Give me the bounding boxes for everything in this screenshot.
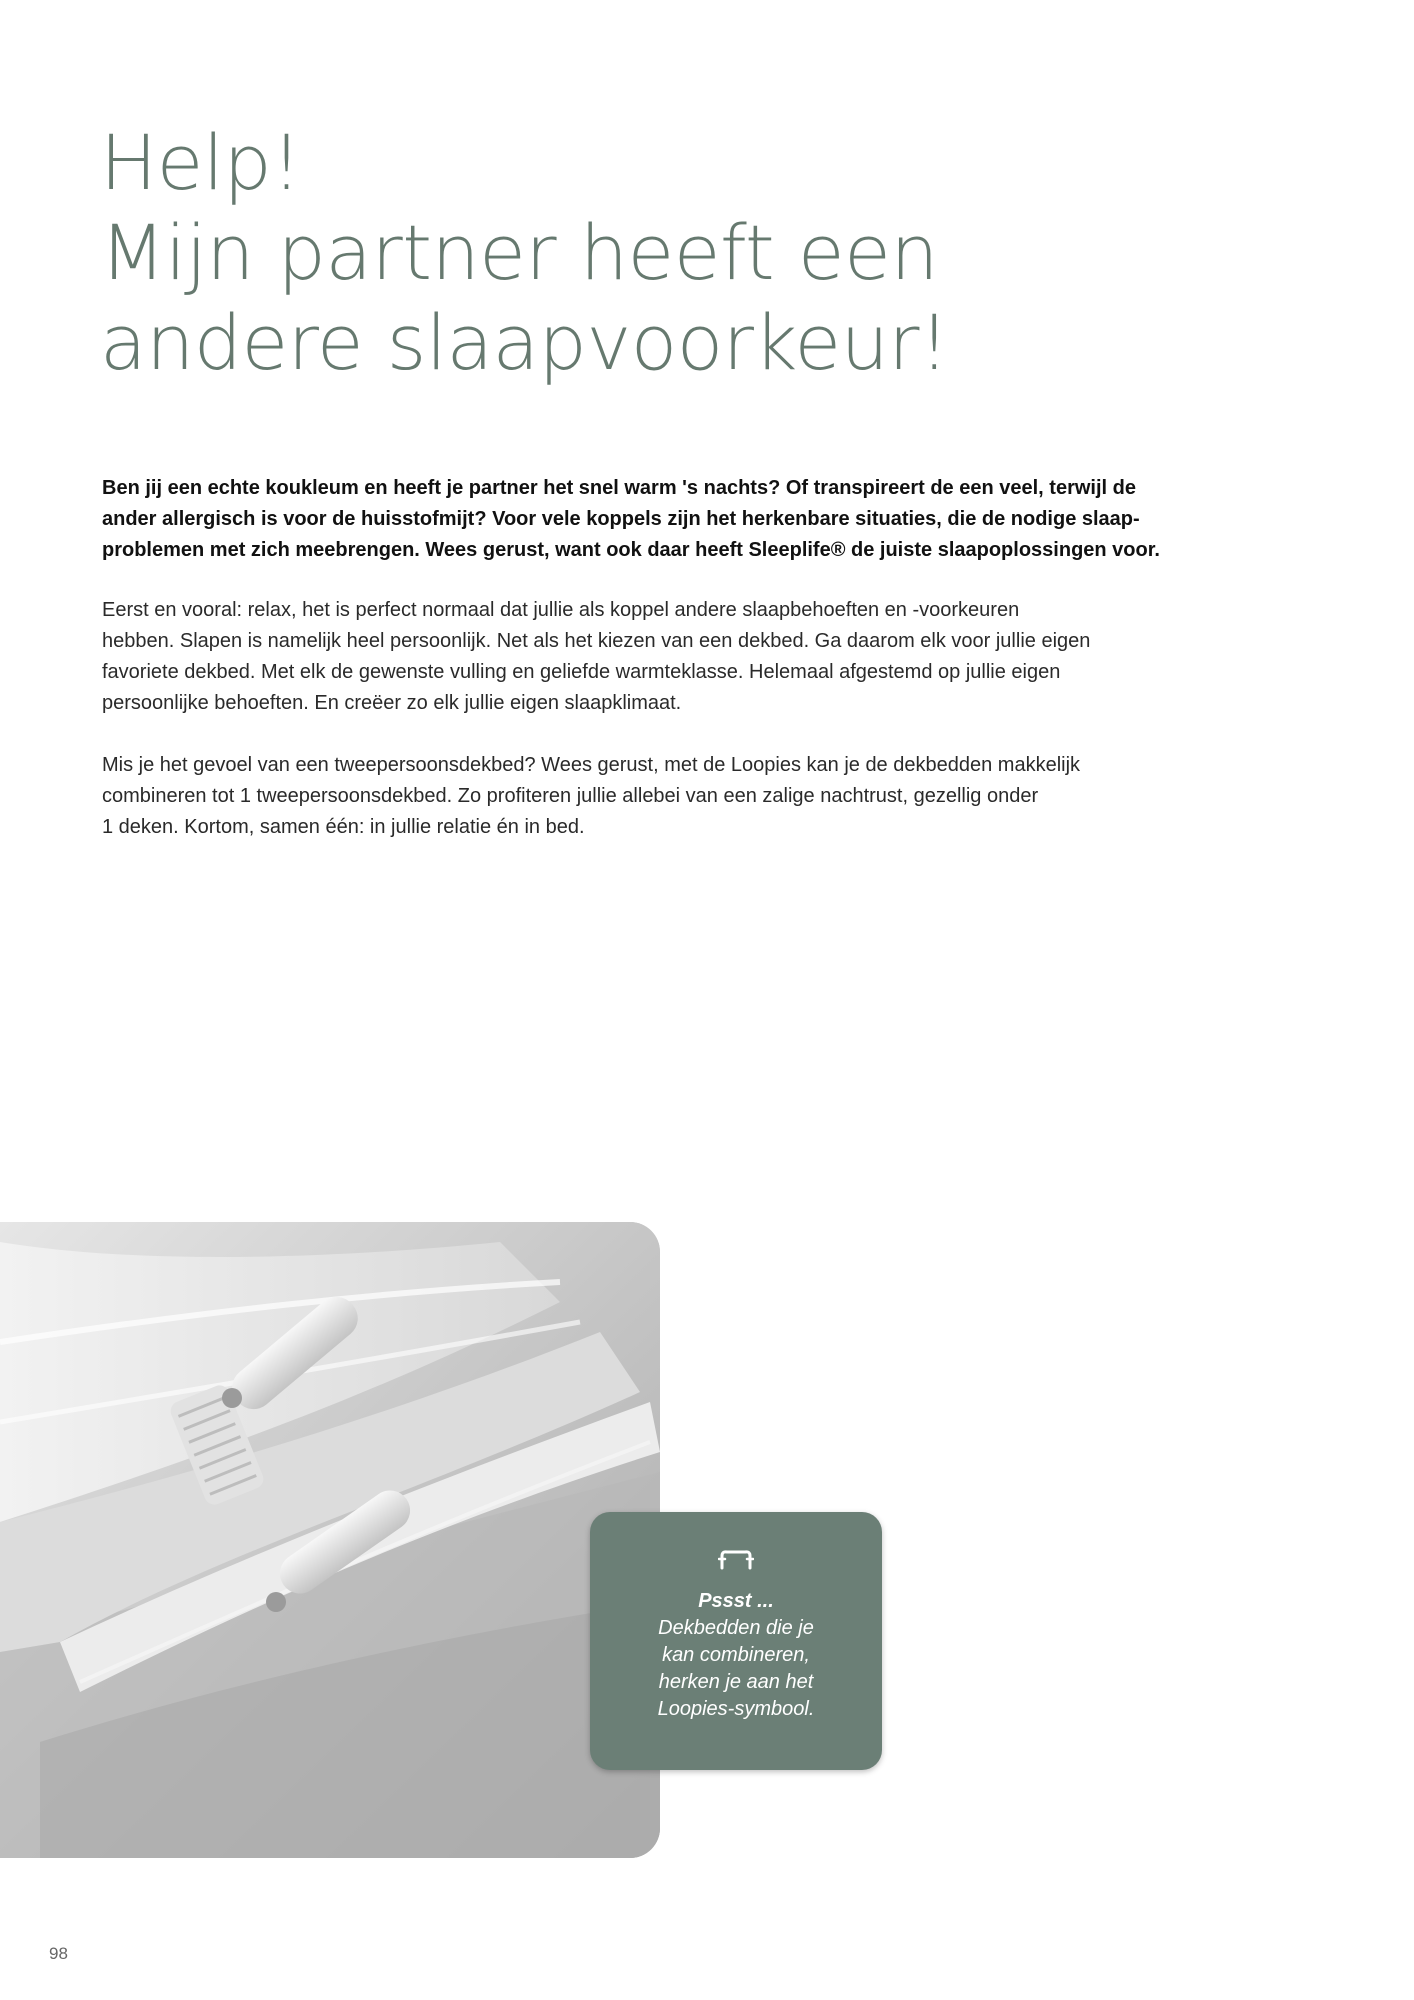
- tip-line-4: Loopies-symbool.: [657, 1698, 815, 1720]
- body-paragraph-1: [102, 595, 1182, 719]
- body1-line-4: persoonlijke behoeften. En creëer zo elk jullie eigen slaapklimaat.: [102, 692, 682, 714]
- body1-line-2: hebben. Slapen is namelijk heel persoonlijk. Net als het kiezen van een dekbed. Ga daarom elk voor jullie eigen: [102, 630, 1091, 652]
- tip-line-3: herken je aan het: [658, 1671, 814, 1693]
- tip-line-1: Dekbedden die je: [658, 1617, 814, 1639]
- tip-box: [590, 1512, 882, 1770]
- body2-line-2: combineren tot 1 tweepersoonsdekbed. Zo profiteren jullie allebei van een zalige nachtrust, gezellig onder: [102, 785, 1039, 807]
- body-paragraph-2: [102, 750, 1182, 843]
- tip-title: Pssst ...: [698, 1590, 774, 1612]
- body1-line-3: favoriete dekbed. Met elk de gewenste vulling en geliefde warmteklasse. Helemaal afgestemd op jullie eigen: [102, 661, 1061, 683]
- page-number: 98: [49, 1944, 68, 1963]
- title-line-2: Mijn partner heeft een: [100, 208, 939, 297]
- intro-line-2: ander allergisch is voor de huisstofmijt? Voor vele koppels zijn het herkenbare situaties, die de nodige slaap-: [102, 508, 1140, 530]
- intro-paragraph: [102, 473, 1182, 566]
- intro-line-1: Ben jij een echte koukleum en heeft je partner het snel warm 's nachts? Of transpireert de een veel, terwijl de: [102, 477, 1136, 499]
- loopies-icon: [718, 1548, 754, 1570]
- tip-text: [590, 1615, 882, 1723]
- page-title: [100, 118, 1100, 388]
- body2-line-1: Mis je het gevoel van een tweepersoonsdekbed? Wees gerust, met de Loopies kan je de dekbedden makkelijk: [102, 754, 1081, 776]
- title-line-1: Help!: [100, 118, 302, 207]
- title-line-3: andere slaapvoorkeur!: [100, 298, 949, 387]
- intro-line-3: problemen met zich meebrengen. Wees gerust, want ook daar heeft Sleeplife® de juiste slaapoplossingen voor.: [102, 539, 1160, 561]
- tip-line-2: kan combineren,: [662, 1644, 810, 1666]
- duvet-photo: [0, 1222, 660, 1858]
- body1-line-1: Eerst en vooral: relax, het is perfect normaal dat jullie als koppel andere slaapbehoeften en -voorkeuren: [102, 599, 1020, 621]
- body2-line-3: 1 deken. Kortom, samen één: in jullie relatie én in bed.: [102, 816, 585, 838]
